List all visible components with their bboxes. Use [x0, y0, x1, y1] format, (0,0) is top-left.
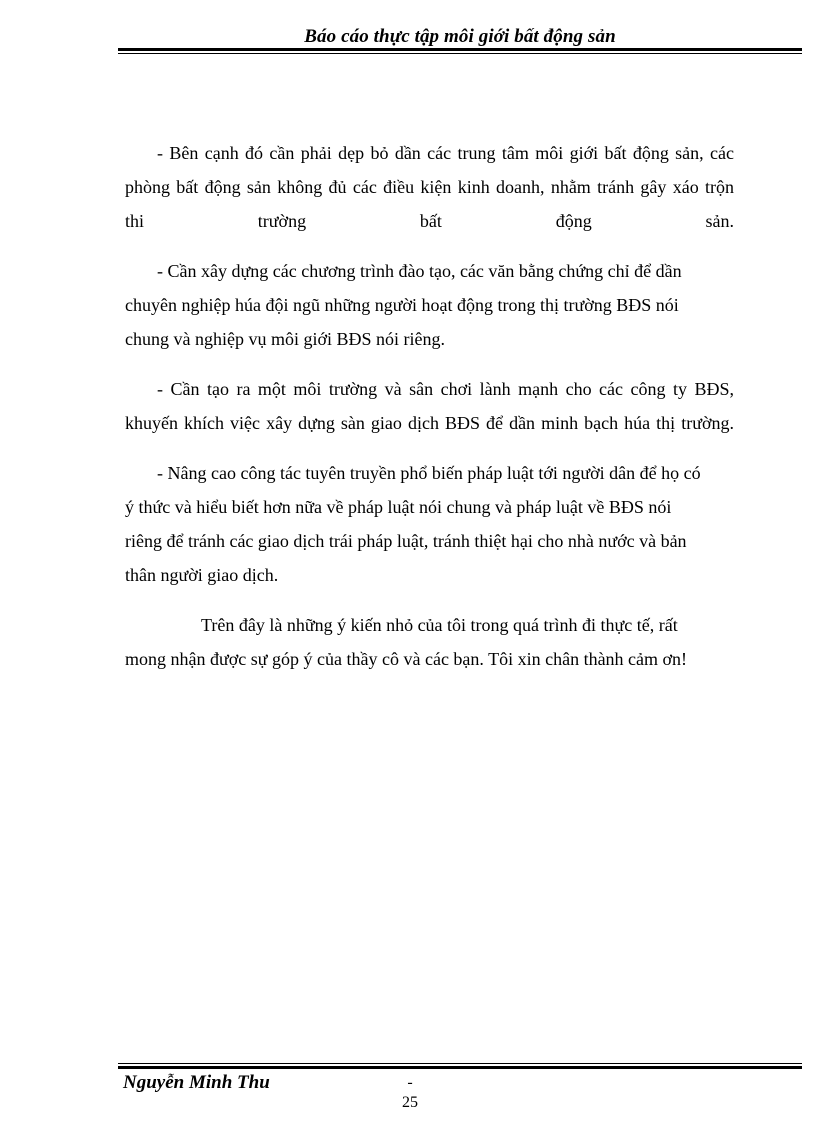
paragraph-line: khuyến khích việc xây dựng sàn giao dịch BĐS để dần minh bạch húa thị trường.	[125, 413, 734, 433]
paragraph-line: chuyên nghiệp húa đội ngũ những người hoạt động trong thị trường BĐS nói	[125, 295, 679, 315]
paragraph-3	[125, 372, 734, 440]
paragraph-line: riêng để tránh các giao dịch trái pháp luật, tránh thiệt hại cho nhà nước và bản	[125, 531, 687, 551]
page-number: 25	[402, 1094, 418, 1111]
header-rule-thick	[118, 48, 802, 51]
paragraph-line: - Bên cạnh đó cần phải dẹp bỏ dần các trung tâm môi giới bất động sản, các	[157, 143, 734, 163]
paragraph-line: - Cần xây dựng các chương trình đào tạo, các văn bằng chứng chỉ để dần	[157, 261, 682, 281]
paragraph-line: thi trường bất động sản.	[125, 211, 734, 231]
paragraph-2	[125, 254, 734, 356]
footer-rule-thick	[118, 1066, 802, 1069]
paragraph-line: thân người giao dịch.	[125, 565, 279, 585]
paragraph-1	[125, 136, 734, 238]
header-title: Báo cáo thực tập môi giới bất động sản	[304, 26, 616, 47]
paragraph-5	[125, 608, 734, 676]
document-body	[125, 136, 734, 692]
paragraph-line: - Cần tạo ra một môi trường và sân chơi lành mạnh cho các công ty BĐS,	[157, 379, 734, 399]
paragraph-4	[125, 456, 734, 592]
paragraph-line: phòng bất động sản không đủ các điều kiện kinh doanh, nhằm tránh gây xáo trộn	[125, 177, 734, 197]
page-number-block	[398, 1073, 422, 1113]
header-rule-thin	[118, 53, 802, 54]
paragraph-line: ý thức và hiểu biết hơn nữa về pháp luật nói chung và pháp luật về BĐS nói	[125, 497, 672, 517]
page-dash: -	[407, 1074, 413, 1091]
footer-author: Nguyễn Minh Thu	[123, 1072, 270, 1093]
paragraph-line: Trên đây là những ý kiến nhỏ của tôi trong quá trình đi thực tế, rất	[201, 615, 678, 635]
paragraph-line: - Nâng cao công tác tuyên truyền phổ biến pháp luật tới người dân để họ có	[157, 463, 701, 483]
paragraph-line: mong nhận được sự góp ý của thầy cô và các bạn. Tôi xin chân thành cảm ơn!	[125, 649, 688, 669]
footer-rule-thin	[118, 1063, 802, 1064]
paragraph-line: chung và nghiệp vụ môi giới BĐS nói riêng.	[125, 329, 445, 349]
